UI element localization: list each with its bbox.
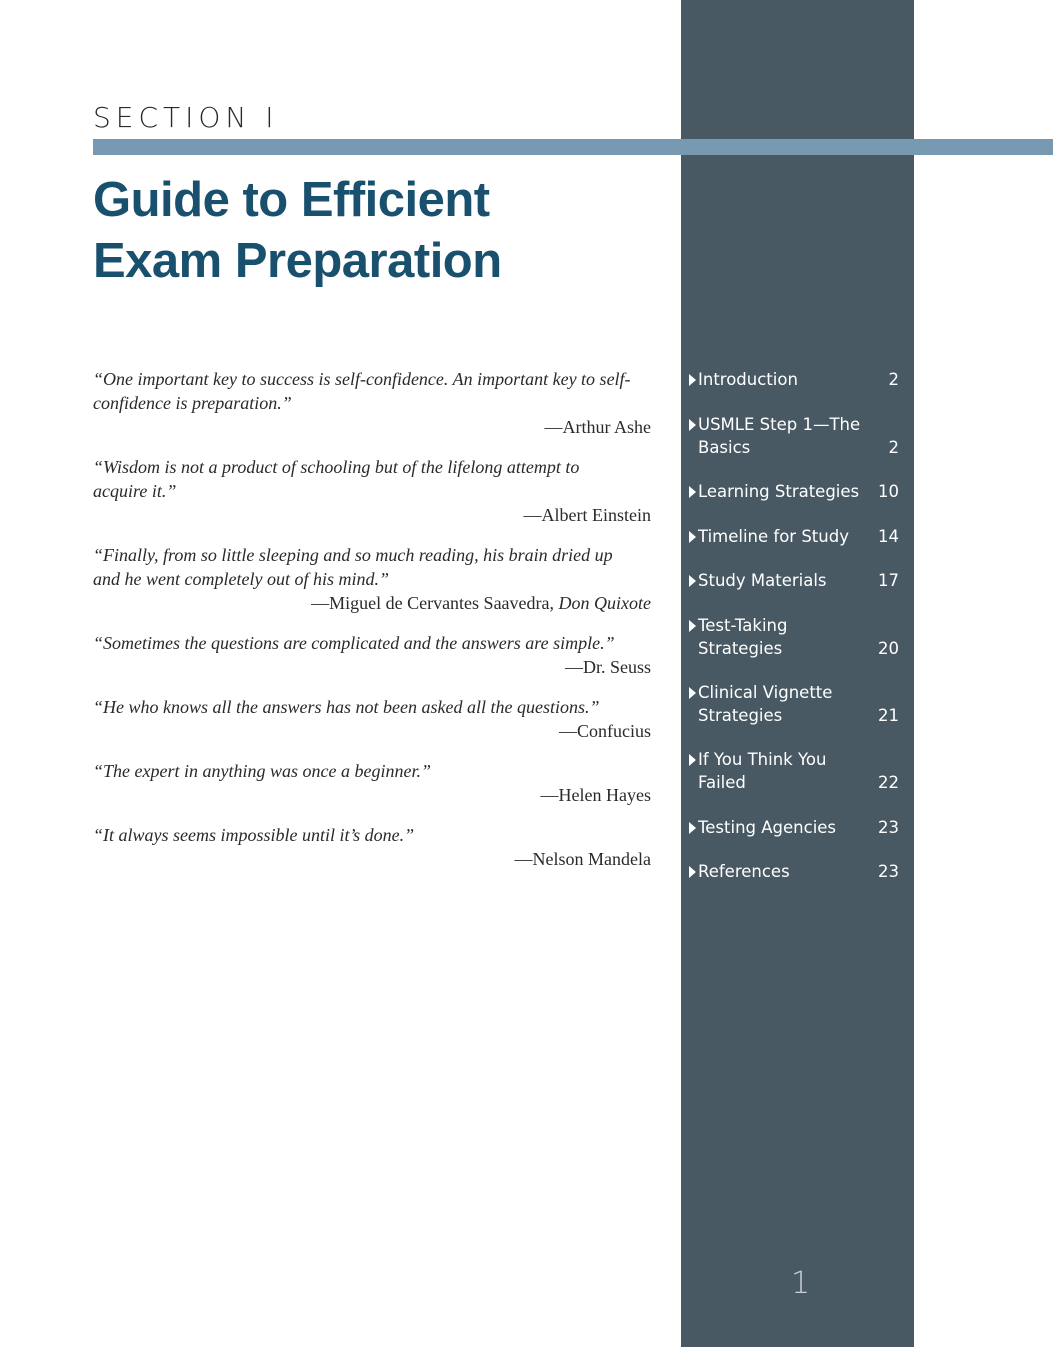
quote-text-line: “Sometimes the questions are complicated and the answers are simple.” [93, 633, 615, 653]
quote-author: —Albert Einstein [523, 505, 651, 525]
caret-right-icon [689, 754, 696, 766]
toc-sidebar-panel [681, 0, 914, 1347]
toc-item-test-taking[interactable] [688, 614, 899, 660]
caret-right-icon [689, 419, 696, 431]
toc-item-label-line-2: Strategies [698, 706, 783, 725]
toc-item-label: Learning Strategies [698, 482, 860, 501]
quote-text-line: and he went completely out of his mind.” [93, 569, 389, 589]
toc-item-label: Clinical Vignette [698, 683, 833, 702]
quote-text-line: “One important key to success is self-confidence. An important key to self- [93, 369, 631, 389]
toc-item-page: 2 [888, 370, 899, 389]
caret-right-icon [689, 866, 696, 878]
quote-text-line: “Wisdom is not a product of schooling but of the lifelong attempt to [93, 457, 580, 477]
toc-item-label: If You Think You [698, 750, 827, 769]
toc-item-page: 14 [878, 527, 899, 546]
quote-author: —Nelson Mandela [514, 849, 651, 869]
toc-item-page: 22 [878, 773, 899, 792]
quote-author: —Arthur Ashe [544, 417, 651, 437]
quote-author [93, 591, 651, 615]
quote-author: —Helen Hayes [540, 785, 651, 805]
toc-item-page: 23 [878, 818, 899, 837]
quote-text [93, 759, 651, 783]
epigraph-quotes [93, 367, 651, 871]
quote-text [93, 631, 651, 655]
quote [93, 759, 651, 807]
quote-author: —Dr. Seuss [564, 657, 651, 677]
toc-item-introduction[interactable] [688, 368, 899, 391]
caret-right-icon [689, 822, 696, 834]
toc-item-label-line-2: Failed [698, 773, 746, 792]
caret-right-icon [689, 687, 696, 699]
toc-item-page: 17 [878, 571, 899, 590]
quote [93, 695, 651, 743]
toc-item-label: Introduction [698, 370, 798, 389]
quote [93, 823, 651, 871]
toc-item-label: Study Materials [698, 571, 827, 590]
toc-item-usmle-basics[interactable] [688, 413, 899, 459]
section-header-rule [93, 139, 1053, 155]
quote-text [93, 455, 651, 503]
caret-right-icon [689, 486, 696, 498]
toc-item-page: 23 [878, 862, 899, 881]
quote [93, 631, 651, 679]
quote-text-line: “The expert in anything was once a beginner.” [93, 761, 431, 781]
quote [93, 455, 651, 527]
quote-text [93, 823, 651, 847]
toc-item-references[interactable] [688, 860, 899, 883]
quote-text-line: “It always seems impossible until it’s done.” [93, 825, 415, 845]
page-title-line-2: Exam Preparation [93, 234, 502, 288]
toc-item-timeline[interactable] [688, 525, 899, 548]
caret-right-icon [689, 531, 696, 543]
toc-item-study-materials[interactable] [688, 569, 899, 592]
quote-author-name: —Miguel de Cervantes Saavedra, [311, 593, 559, 613]
page-number: 1 [791, 1266, 811, 1301]
toc-item-label-line-2: Basics [698, 438, 751, 457]
quote-text [93, 543, 651, 591]
toc-item-label: References [698, 862, 790, 881]
quote-text-line: confidence is preparation.” [93, 393, 292, 413]
toc-item-page: 2 [888, 438, 899, 457]
toc-item-learning-strategies[interactable] [688, 480, 899, 503]
quote-text-line: acquire it.” [93, 481, 177, 501]
caret-right-icon [689, 575, 696, 587]
toc-item-testing-agencies[interactable] [688, 816, 899, 839]
toc-item-label: Test-Taking [698, 616, 788, 635]
quote-text [93, 367, 651, 415]
toc-item-if-failed[interactable] [688, 748, 899, 794]
toc-item-page: 21 [878, 706, 899, 725]
quote-text [93, 695, 651, 719]
caret-right-icon [689, 620, 696, 632]
toc-item-page: 20 [878, 639, 899, 658]
quote-work-title: Don Quixote [558, 593, 651, 613]
toc-item-label-line-2: Strategies [698, 639, 783, 658]
caret-right-icon [689, 374, 696, 386]
toc-item-label: USMLE Step 1—The [698, 415, 861, 434]
toc-item-page: 10 [878, 482, 899, 501]
quote [93, 543, 651, 615]
page-title-line-1: Guide to Efficient [93, 173, 490, 227]
page-title [93, 170, 502, 292]
quote-text-line: “He who knows all the answers has not been asked all the questions.” [93, 697, 600, 717]
toc-item-label: Timeline for Study [698, 527, 849, 546]
section-label: SECTION I [93, 101, 279, 134]
toc-item-clinical-vignette[interactable] [688, 681, 899, 727]
quote-text-line: “Finally, from so little sleeping and so much reading, his brain dried up [93, 545, 613, 565]
quote-author: —Confucius [559, 721, 651, 741]
quote [93, 367, 651, 439]
toc-item-label: Testing Agencies [698, 818, 837, 837]
